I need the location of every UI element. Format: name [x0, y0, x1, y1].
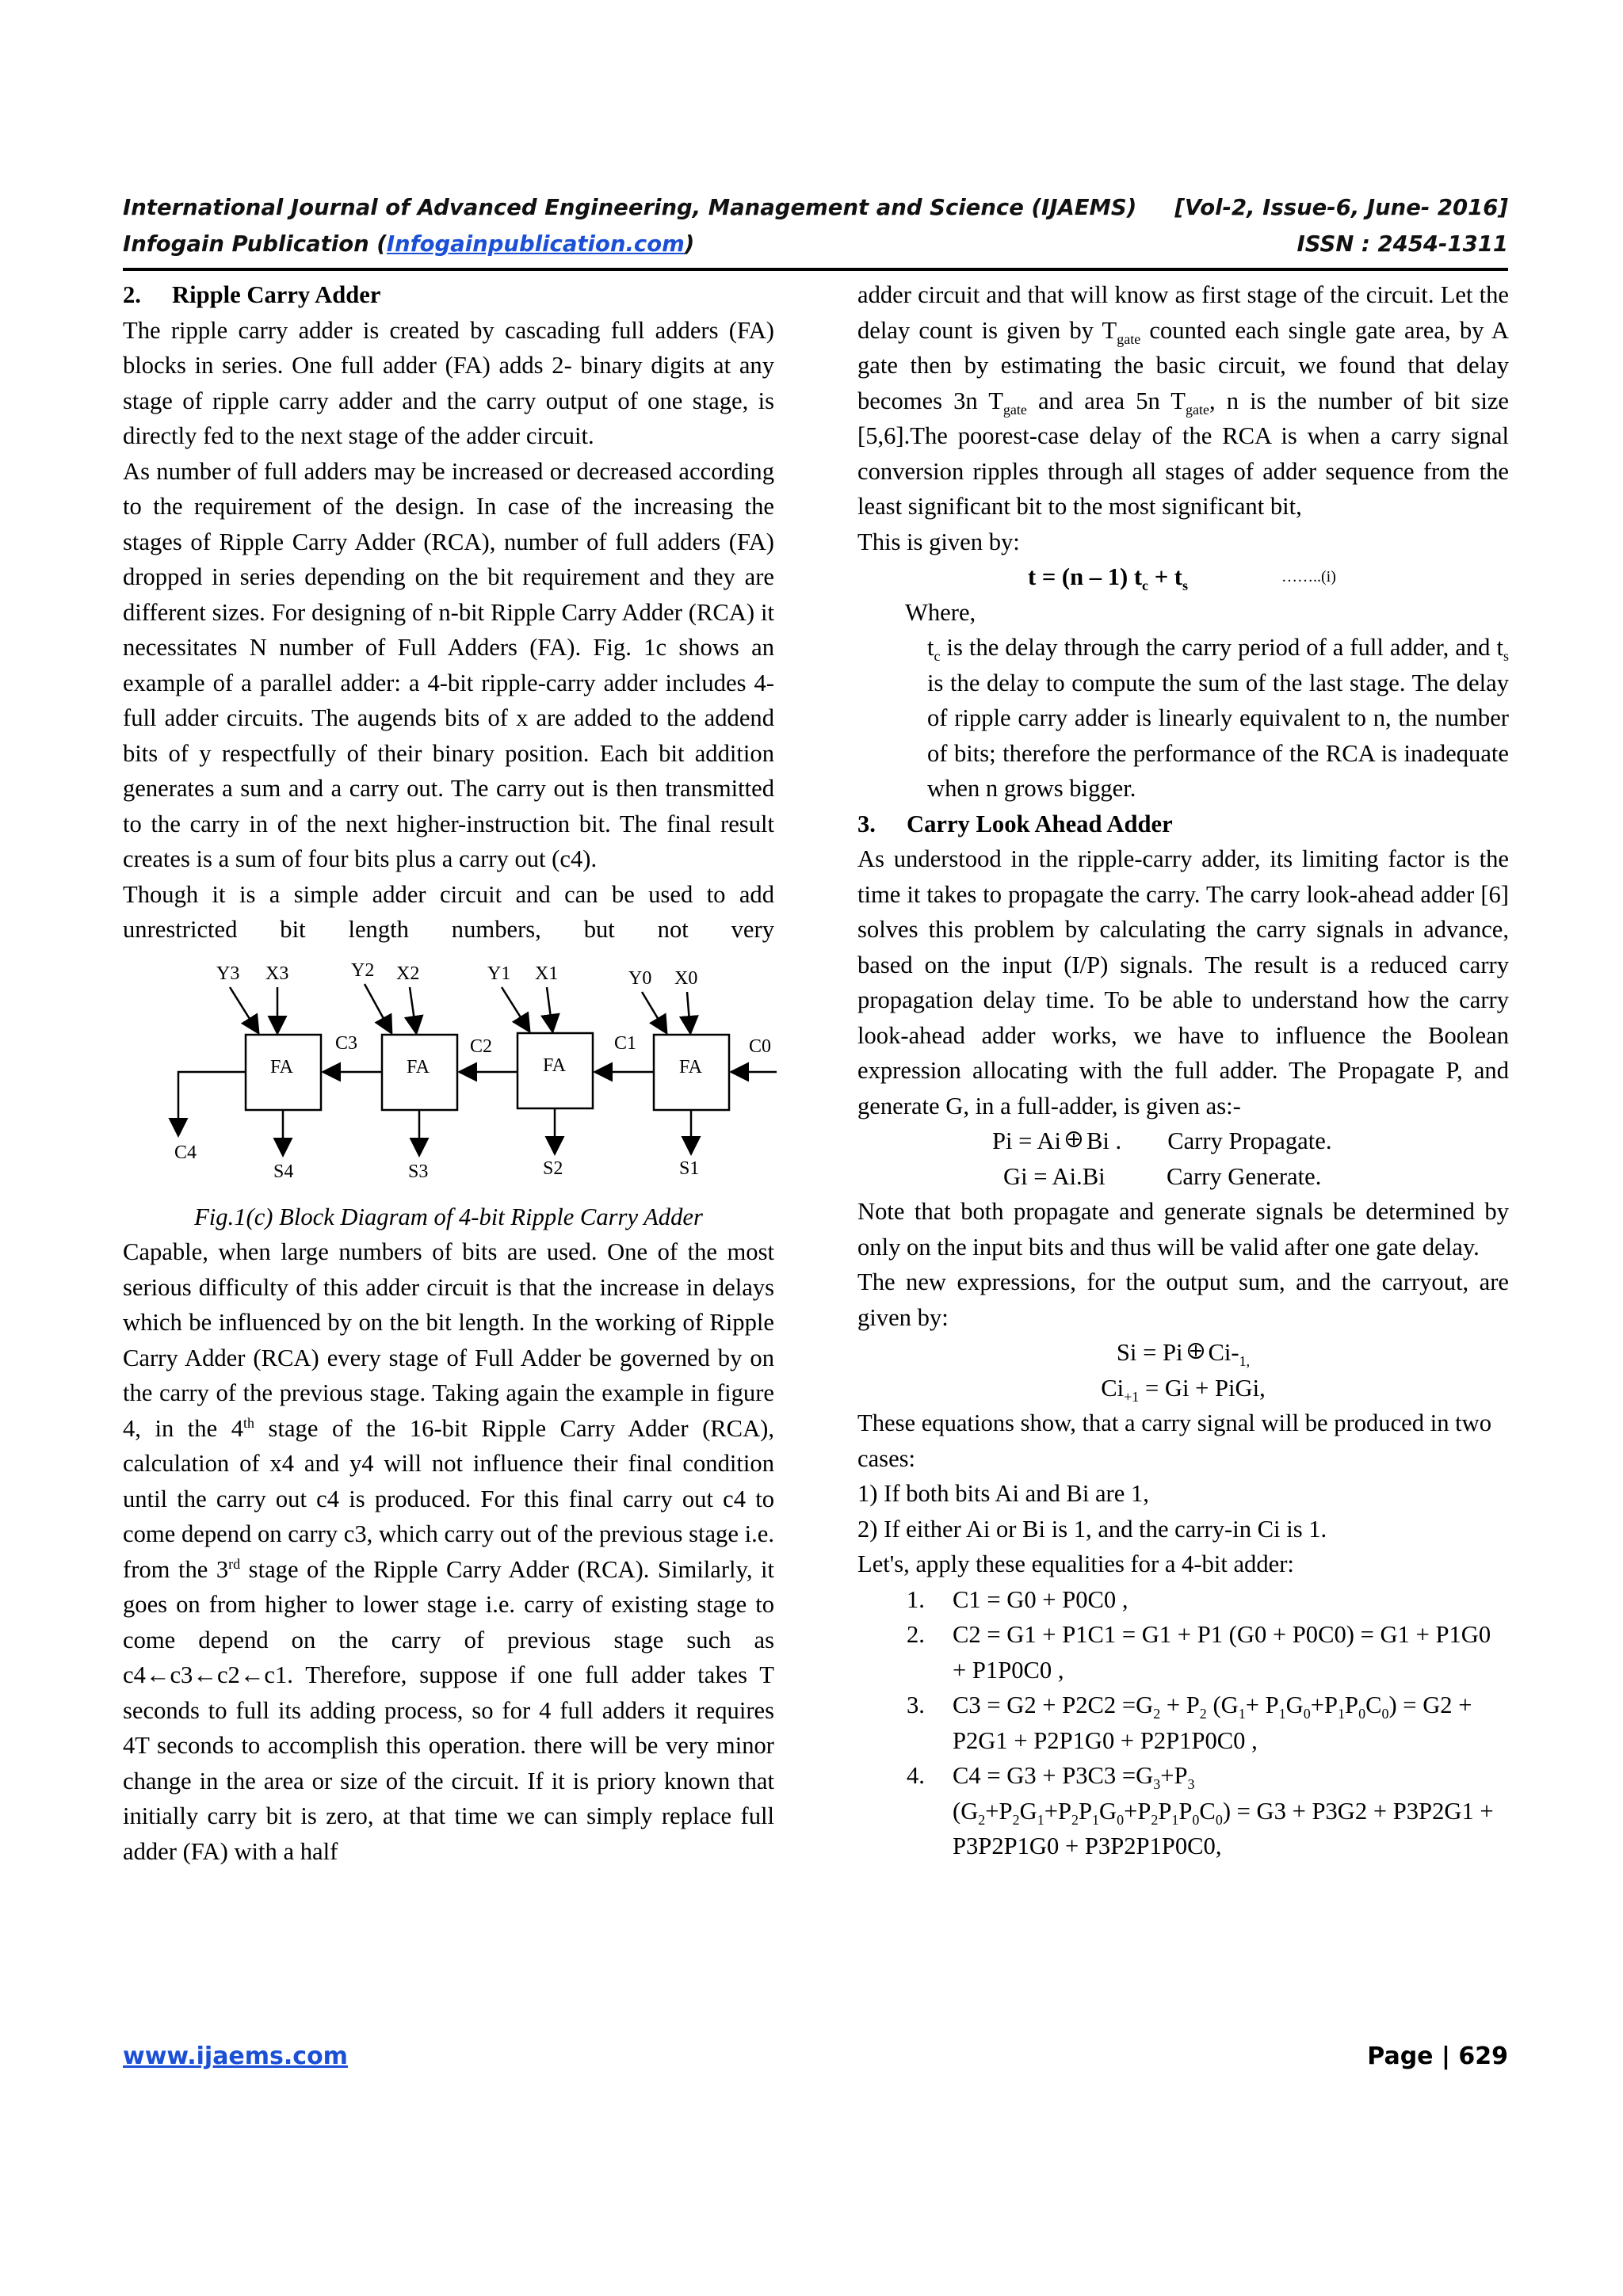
eq-text: +P — [1310, 1691, 1338, 1718]
definition-paragraph — [857, 630, 1509, 807]
case-item: 2) If either Ai or Bi is 1, and the carry-in Ci is 1. — [857, 1515, 1327, 1543]
eq-text: + P — [1160, 1691, 1200, 1718]
publisher-link[interactable]: Infogainpublication.com — [386, 231, 685, 257]
input-arrow — [687, 992, 690, 1032]
eq-text: (G — [953, 1797, 979, 1825]
eq-text: Ci — [1101, 1374, 1125, 1402]
eq-text: Pi = Ai — [992, 1127, 1061, 1154]
subscript: c — [1142, 578, 1149, 594]
subscript: 2 — [978, 1811, 986, 1828]
list-item — [857, 1758, 1509, 1864]
superscript: rd — [228, 1555, 241, 1572]
eq-text: P — [1345, 1691, 1359, 1718]
eq-label: Carry Generate. — [1167, 1162, 1322, 1190]
superscript: th — [243, 1414, 255, 1431]
label-s1: S1 — [679, 1158, 700, 1179]
publisher-line — [123, 231, 1508, 257]
eq-text: Gi = Ai.Bi — [1003, 1162, 1106, 1190]
section-2-heading — [123, 277, 774, 313]
list-number: 4. — [907, 1762, 925, 1789]
eq-text: P — [1158, 1797, 1172, 1825]
label-s3: S3 — [408, 1161, 429, 1182]
eq-text: C1 = G0 + P0C0 , — [953, 1585, 1128, 1613]
input-arrow — [502, 987, 529, 1030]
subscript: 0 — [1117, 1811, 1125, 1828]
paragraph: As number of full adders may be increased or decreased according to the requirement of the design. In case of the increasing the stages of Ripple Carry Adder (RCA), number of full adders (FA) dropped in series depending on the bit requirement and they are different sizes. For designing of n-bit Ripple Carry Adder (RCA) it necessitates N number of Full Adders (FA). Fig. 1c shows an example of a parallel adder: a 4-bit ripple-carry adder includes 4-full adder circuits. The augends bits of x are added to the addend bits of y respectfully of their binary position. Each bit addition generates a sum and a carry out. The carry out is then transmitted to the carry in of the next higher-instruction bit. The final result creates is a sum of four bits plus a carry out (c4). — [123, 457, 774, 872]
eq-text: G — [1098, 1797, 1117, 1825]
text-run: counted each single gate area, by A gate then by estimating the basic circuit, we found that delay becomes 3n T — [857, 316, 1509, 414]
eq-text: ) = G3 + P3G2 + P3P2G1 + P3P2P1G0 + P3P2P1P0C0, — [953, 1797, 1494, 1859]
eq-text: + t — [1148, 563, 1182, 590]
text-run: , n is the number of bit size [5,6].The poorest-case delay of the RCA is when a carry signal conversion ripples through all stages of adder sequence from the least significant bit to the most significant bit, — [857, 387, 1509, 520]
subscript: gate — [1186, 401, 1209, 418]
running-header — [123, 195, 1508, 220]
label-c3: C3 — [335, 1032, 358, 1054]
eq-text: +P — [1160, 1762, 1188, 1789]
subscript: 1 — [1278, 1706, 1286, 1722]
eq-text: C2 = G1 + P1C1 = G1 + P1 (G0 + P0C0) = G1 + P1G0 + P1P0C0 , — [953, 1621, 1491, 1684]
list-item — [857, 1582, 1509, 1618]
text-run: stage of the Ripple Carry Adder (RCA). Similarly, it goes on from higher to lower stage i.e. carry of existing stage to come depend on the carry of previous stage such as c4←c3←c2←c1. Therefore, suppose if one full adder takes T seconds to full its adding process, so for 4 full adders it requires 4T seconds to accomplish this operation. there will be very minor change in the area or size of the circuit. If it is priory known that initially carry bit is zero, at that time we can simply replace full adder (FA) with a half — [123, 1555, 774, 1865]
subscript: 2 — [1153, 1706, 1161, 1722]
equation-i — [857, 559, 1509, 595]
subscript: 0 — [1358, 1706, 1366, 1722]
subscript: s — [1503, 648, 1509, 665]
eq-text: Bi . — [1086, 1127, 1122, 1154]
label-y1: Y1 — [487, 963, 511, 984]
publisher-suffix: ) — [684, 231, 695, 257]
label-x3: X3 — [265, 963, 289, 984]
where-label: Where, — [905, 598, 976, 626]
subscript: 1 — [1171, 1811, 1179, 1828]
header-rule — [123, 268, 1508, 271]
label-x2: X2 — [396, 963, 420, 984]
label-c2: C2 — [470, 1035, 493, 1057]
list-number: 2. — [907, 1621, 925, 1648]
carry-equations-list — [857, 1582, 1509, 1864]
paragraph — [123, 1234, 774, 1869]
eq-text: G — [1019, 1797, 1037, 1825]
subscript: 1 — [1338, 1706, 1346, 1722]
text-run: is the delay to compute the sum of the last stage. The delay of ripple carry adder is linearly equivalent to n, the number of bits; therefore the performance of the RCA is inadequate when n grows bigger. — [927, 669, 1509, 802]
subscript: s — [1182, 578, 1188, 594]
issn: ISSN : 2454-1311 — [1296, 231, 1508, 257]
paragraph: Let's, apply these equalities for a 4-bit adder: — [857, 1550, 1294, 1577]
figure-caption: Fig.1(c) Block Diagram of 4-bit Ripple Carry Adder — [194, 1203, 703, 1230]
text-run: Capable, when large numbers of bits are used. One of the most serious difficulty of this adder circuit is that the increase in delays which be influenced by on the bit length. In the working of Ripple Carry Adder (RCA) every stage of Full Adder be governed by on the carry of the previous stage. Taking again the example in figure 4, in the 4 — [123, 1238, 774, 1442]
paragraph — [857, 277, 1509, 524]
eq-text: +P — [985, 1797, 1013, 1825]
volume-info: [Vol-2, Issue-6, June- 2016] — [1174, 195, 1508, 220]
paragraph: The new expressions, for the output sum, and the carryout, are given by: — [857, 1268, 1509, 1331]
journal-title: International Journal of Advanced Engineering, Management and Science (IJAEMS) — [123, 195, 1137, 220]
eq-text: G — [1285, 1691, 1304, 1718]
subscript: 3 — [1187, 1776, 1195, 1793]
xor-icon — [1188, 1343, 1204, 1359]
eq-text: Ci- — [1208, 1339, 1239, 1366]
subscript: 0 — [1381, 1706, 1389, 1722]
label-y0: Y0 — [628, 967, 652, 989]
eq-text: + P — [1245, 1691, 1279, 1718]
fa-label: FA — [543, 1055, 566, 1076]
text-run: stage of the 16-bit Ripple Carry Adder (RCA), calculation of x4 and y4 will not influence their final condition until the carry out c4 is produced. For this final carry out c4 to come depend on carry c3, which carry out of the previous stage i.e. from the 3 — [123, 1414, 774, 1583]
list-item — [857, 1688, 1509, 1758]
eq-label: Carry Propagate. — [1167, 1127, 1332, 1154]
eq-text: C — [1199, 1797, 1216, 1825]
text-run: t — [927, 634, 934, 661]
paragraph: Though it is a simple adder circuit and can be used to add unrestricted bit length numbers, but not very — [123, 880, 774, 943]
section-3-heading — [857, 807, 1509, 842]
input-arrow — [547, 987, 552, 1030]
subscript: +1 — [1124, 1388, 1140, 1405]
equation-propagate — [857, 1123, 1509, 1159]
right-column — [857, 277, 1509, 1864]
subscript: 2 — [1199, 1706, 1207, 1722]
subscript: gate — [1002, 401, 1027, 418]
paragraph: As understood in the ripple-carry adder, its limiting factor is the time it takes to propagate the carry. The carry look-ahead adder [6] solves this problem by calculating the carry signals in advance, based on the input (I/P) signals. The result is a reduced carry propagation delay time. To be able to understand how the carry look-ahead adder works, we have to influence the Boolean expression allocating with the full adder. The Propagate P, and generate G, in a full-adder, is given as:- — [857, 845, 1509, 1119]
subscript: 1 — [1091, 1811, 1099, 1828]
footer-site — [123, 2042, 348, 2070]
eq-text: C — [1365, 1691, 1382, 1718]
text-run: is the delay through the carry period of a full adder, and t — [940, 634, 1503, 661]
carry-out-arrow — [178, 1072, 246, 1134]
paragraph: These equations show, that a carry signal will be produced in two cases: — [857, 1409, 1492, 1472]
paragraph: This is given by: — [857, 528, 1020, 555]
input-arrow — [365, 984, 391, 1032]
fa-label: FA — [270, 1056, 293, 1077]
xor-icon — [1066, 1131, 1082, 1147]
subscript: 1, — [1239, 1353, 1251, 1370]
label-y2: Y2 — [351, 959, 375, 981]
eq-text: C4 = G3 + P3C3 =G — [953, 1762, 1154, 1789]
label-s2: S2 — [543, 1158, 563, 1179]
section-title: Ripple Carry Adder — [172, 281, 381, 308]
eq-text: P — [1178, 1797, 1193, 1825]
subscript: 1 — [1037, 1811, 1044, 1828]
subscript: 1 — [1238, 1706, 1246, 1722]
eq-text: = Gi + PiGi, — [1139, 1374, 1266, 1402]
ripple-carry-adder-figure — [147, 955, 781, 1193]
eq-text: +P — [1044, 1797, 1071, 1825]
case-item: 1) If both bits Ai and Bi are 1, — [857, 1480, 1149, 1507]
paragraph: Note that both propagate and generate signals be determined by only on the input bits and thus will be valid after one gate delay. — [857, 1198, 1509, 1261]
subscript: 2 — [1012, 1811, 1020, 1828]
subscript: 2 — [1071, 1811, 1079, 1828]
subscript: 0 — [1215, 1811, 1223, 1828]
eq-text: +P — [1124, 1797, 1151, 1825]
subscript: c — [934, 648, 941, 665]
eq-text: t = (n – 1) t — [1028, 563, 1143, 590]
list-item — [857, 1617, 1509, 1688]
list-number: 3. — [907, 1691, 925, 1718]
label-c0: C0 — [749, 1035, 772, 1057]
text-run: and area 5n T — [1026, 387, 1186, 414]
page-number: Page | 629 — [1367, 2042, 1508, 2070]
equation-carry — [857, 1371, 1509, 1406]
section-number: 3. — [857, 810, 876, 837]
input-arrow — [230, 987, 258, 1032]
fa-label: FA — [679, 1056, 702, 1077]
website-link[interactable]: www.ijaems.com — [123, 2042, 348, 2070]
fa-label: FA — [407, 1056, 430, 1077]
eq-text: C3 = G2 + P2C2 =G — [953, 1691, 1154, 1718]
label-x0: X0 — [674, 967, 698, 989]
input-arrow — [410, 987, 416, 1032]
label-y3: Y3 — [216, 963, 240, 984]
left-column — [123, 277, 774, 1869]
subscript: 3 — [1153, 1776, 1161, 1793]
label-s4: S4 — [273, 1161, 294, 1182]
paragraph: The ripple carry adder is created by cascading full adders (FA) blocks in series. One full adder (FA) adds 2- binary digits at any stage of ripple carry adder and the carry output of one stage, is directly fed to the next stage of the adder circuit. — [123, 316, 774, 449]
input-arrow — [642, 992, 666, 1032]
label-x1: X1 — [535, 963, 559, 984]
eq-text: Si = Pi — [1116, 1339, 1183, 1366]
eq-text: ) = G2 + P2G1 + P2P1G0 + P2P1P0C0 , — [953, 1691, 1472, 1754]
section-number: 2. — [123, 281, 141, 308]
equation-number: ……..(i) — [1281, 568, 1336, 585]
equation-generate — [857, 1159, 1509, 1195]
list-number: 1. — [907, 1585, 925, 1613]
subscript: 2 — [1151, 1811, 1159, 1828]
subscript: 0 — [1303, 1706, 1311, 1722]
eq-text: P — [1078, 1797, 1092, 1825]
eq-text: (G — [1206, 1691, 1239, 1718]
subscript: gate — [1117, 330, 1141, 347]
section-title: Carry Look Ahead Adder — [907, 810, 1173, 837]
equation-sum — [857, 1335, 1509, 1371]
label-c1: C1 — [614, 1032, 637, 1054]
subscript: 0 — [1192, 1811, 1200, 1828]
label-c4: C4 — [174, 1142, 197, 1163]
text-run: adder circuit and that will know as first stage of the circuit. Let the delay count is given by T — [857, 281, 1509, 344]
publisher-prefix: Infogain Publication ( — [123, 231, 387, 257]
